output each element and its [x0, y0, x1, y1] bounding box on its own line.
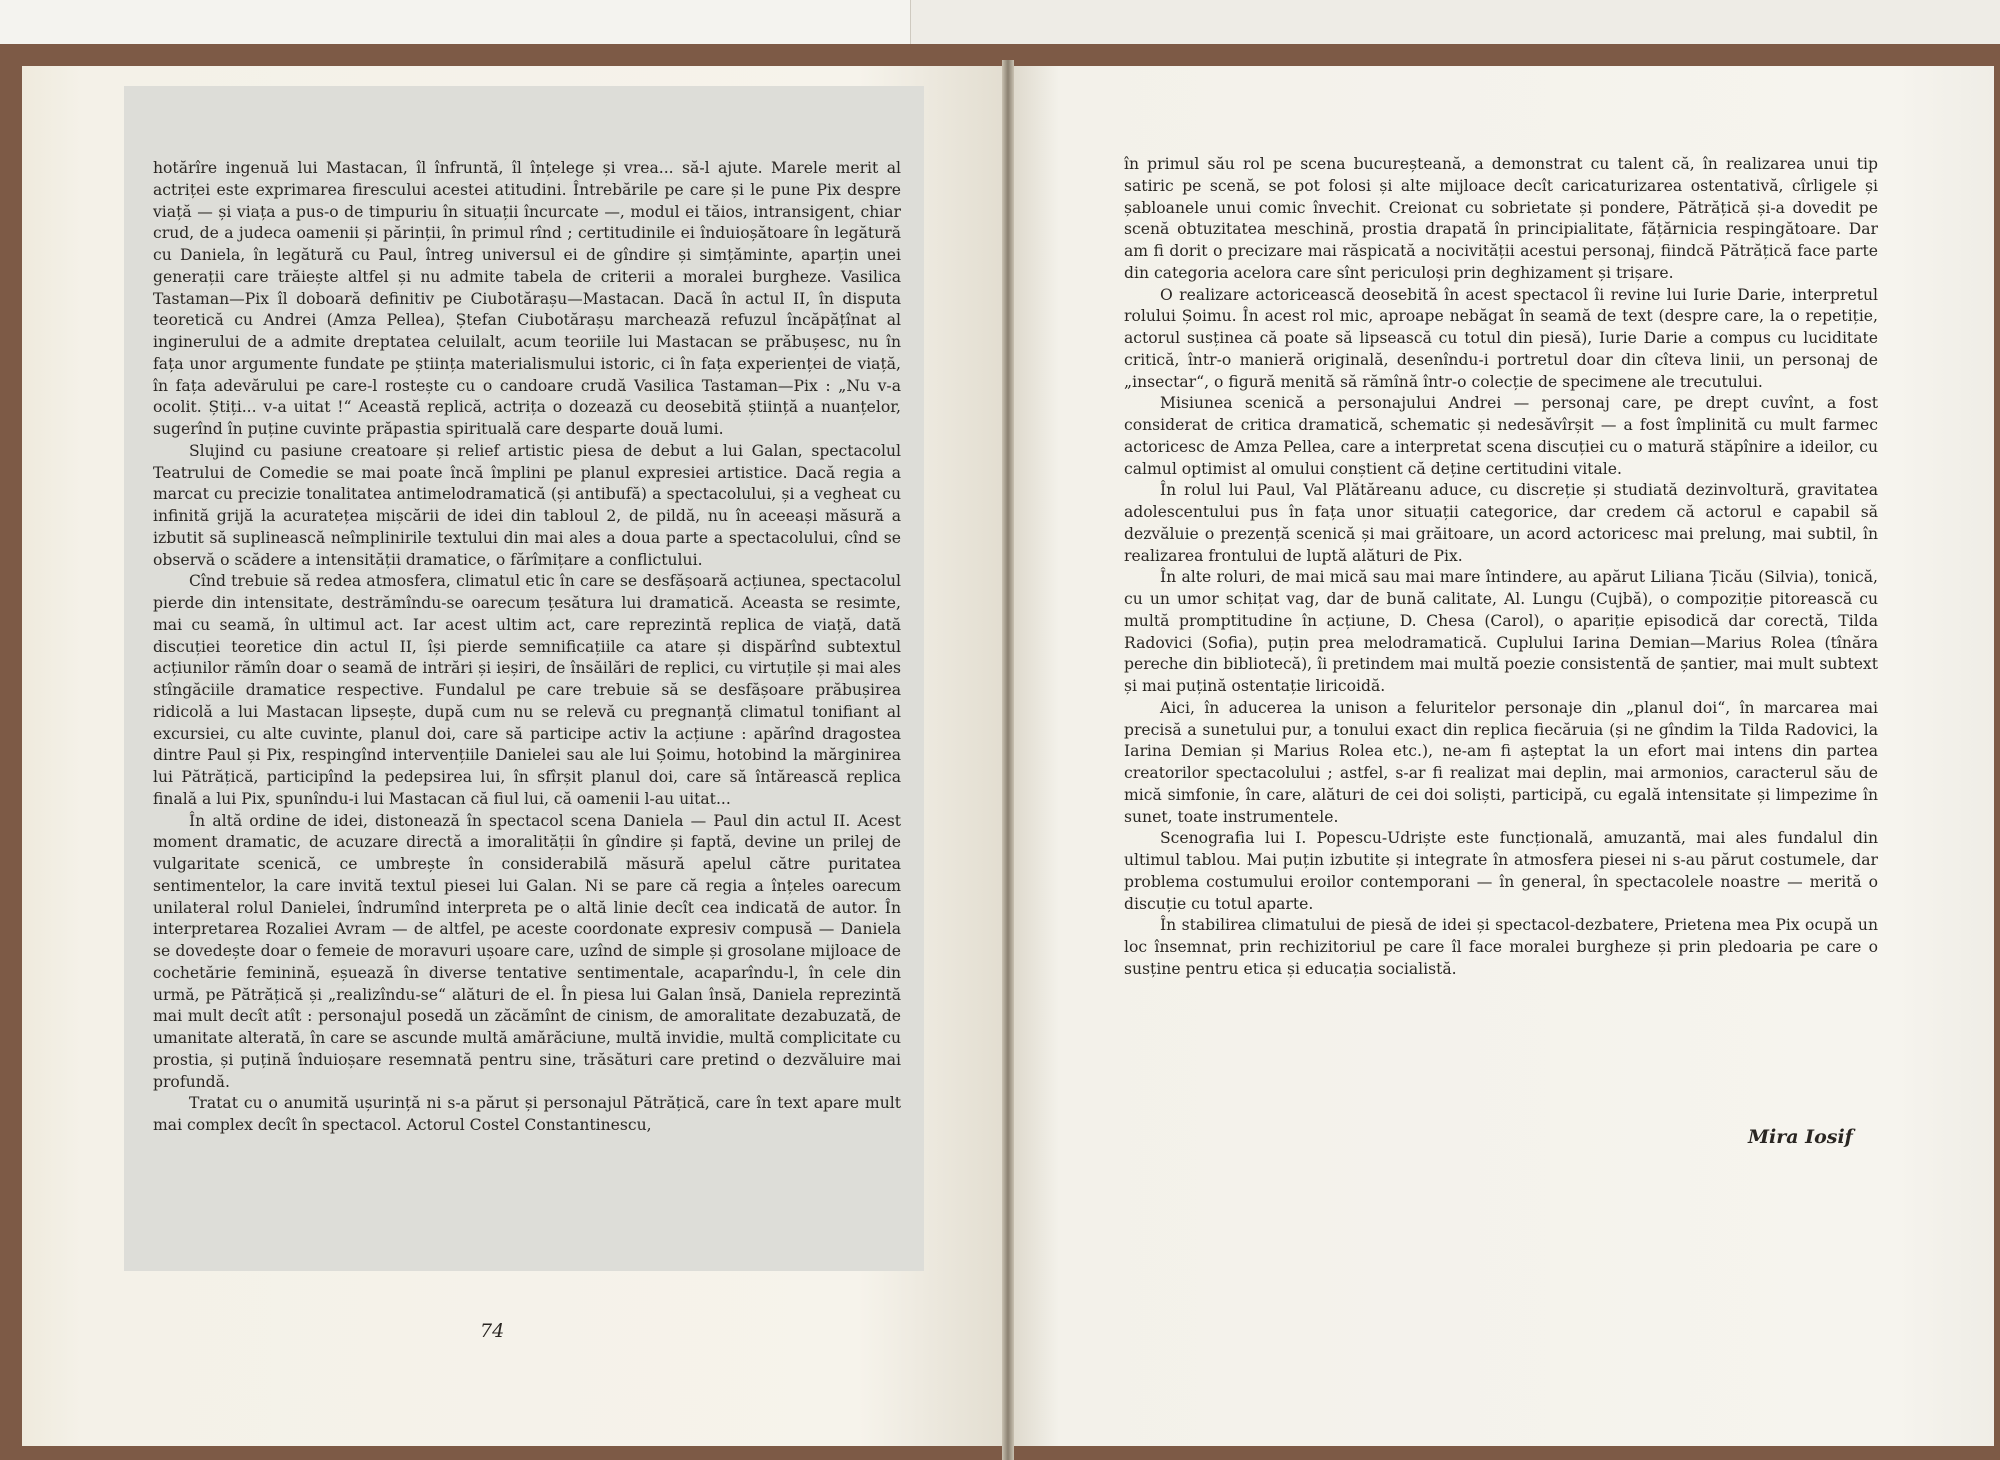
book-gutter: [1002, 60, 1014, 1460]
left-page-text: [153, 158, 901, 1137]
paragraph: hotărîre ingenuă lui Mastacan, îl înfruntă, îl înțelege și vrea... să-l ajute. Marele merit al actriței este exprimarea firescului acestei atitudini. Întrebările pe care și le pune Pix despre viață — și viața a pus-o de timpuriu în situații încurcate —, modul ei tăios, intransigent, chiar crud, de a judeca oamenii și părinții, în primul rînd ; certitudinile ei înduioșătoare în legătură cu Daniela, în legătură cu Paul, întreg universul ei de gîndire și simțăminte, aparțin unei generații care trăiește altfel și nu admite tabela de criterii a moralei burgheze. Vasilica Tastaman—Pix îl doboară definitiv pe Ciubotărașu—Mastacan. Dacă în actul II, în disputa teoretică cu Andrei (Amza Pellea), Ștefan Ciubotărașu marchează refuzul încăpățînat al inginerului de a admite dreptatea celuilalt, acum teoriile lui Mastacan se prăbușesc, nu în fața unor argumente fundate pe știința materialismului istoric, ci în fața experienței de viață, în fața adevărului pe care-l rostește cu o candoare crudă Vasilica Tastaman—Pix : „Nu v-a ocolit. Știți... v-a uitat !“ Această replică, actrița o dozează cu deosebită știință a nuanțelor, sugerînd în puține cuvinte prăpastia spirituală care desparte două lumi.: [153, 159, 901, 438]
paragraph: Aici, în aducerea la unison a feluritelor personaje din „planul doi“, în marcarea mai precisă a sunetului pur, a tonului exact din replica fiecăruia (și ne gîndim la Tilda Radovici, la Iarina Demian și Marius Rolea etc.), ne-am fi așteptat la un efort mai intens din partea creatorilor spectacolului ; astfel, s-ar fi realizat mai deplin, mai armonios, caracterul său de mică simfonie, în care, alături de cei doi soliști, participă, cu egală intensitate și limpezime în sunet, toate instrumentele.: [1124, 698, 1878, 826]
paragraph: În altă ordine de idei, distonează în spectacol scena Daniela — Paul din actul II. Acest moment dramatic, de acuzare directă a imoralității în gîndire și faptă, devine un prilej de vulgaritate scenică, ce umbrește în considerabilă măsură apelul către puritatea sentimentelor, la care invită textul piesei lui Galan. Ni se pare că regia a înțeles oarecum unilateral rolul Danielei, îndrumînd interpreta pe o altă linie decît cea indicată de autor. În interpretarea Rozaliei Avram — de altfel, pe aceste coordonate expresiv compusă — Daniela se dovedește doar o femeie de moravuri ușoare care, uzînd de simple și grosolane mijloace de cochetărie feminină, eșuează în diverse tentative sentimentale, acaparîndu-l, în cele din urmă, pe Pătrățică și „realizîndu-se“ alături de el. În piesa lui Galan însă, Daniela reprezintă mai mult decît atît : personajul posedă un zăcămînt de cinism, de amoralitate dezabuzată, de umanitate alterată, în care se ascunde multă amărăciune, multă invidie, multă complicitate cu prostia, și puțină înduioșare resemnată pentru sine, trăsături care pretind o dezvăluire mai profundă.: [153, 811, 901, 1091]
paragraph: În alte roluri, de mai mică sau mai mare întindere, au apărut Liliana Țicău (Silvia), tonică, cu un umor schițat vag, dar de bună calitate, Al. Lungu (Cujbă), o compoziție pitorească cu multă promptitudine în acțiune, D. Chesa (Carol), o apariție episodică dar corectă, Tilda Radovici (Sofia), puțin prea melodramatică. Cuplului Iarina Demian—Marius Rolea (tînăra pereche din bibliotecă), îi pretindem mai multă poezie consistentă de șantier, mai mult subtext și mai puțină ostentație liricoidă.: [1124, 568, 1878, 695]
paragraph: Slujind cu pasiune creatoare și relief artistic piesa de debut a lui Galan, spectacolul Teatrului de Comedie se mai poate încă împlini pe planul expresiei artistice. Dacă regia a marcat cu precizie tonalitatea antimelodramatică (și antibufă) a spectacolului, și a vegheat cu infinită grijă la acuratețea mișcării de idei din tabloul 2, de pildă, nu în aceeași măsură a izbutit să suplinească neîmplinirile textului din mai ales a doua parte a spectacolului, cînd se observă o scădere a intensității dramatice, o fărîmițare a conflictului.: [153, 441, 901, 569]
author-signature: Mira Iosif: [1748, 1126, 1853, 1148]
paragraph: Scenografia lui I. Popescu-Udriște este funcțională, amuzantă, mai ales fundalul din ultimul tablou. Mai puțin izbutite și integrate în atmosfera piesei ni s-au părut costumele, dar problema costumului eroilor contemporani — în general, în spectacolele noastre — merită o discuție cu totul aparte.: [1124, 829, 1878, 913]
paragraph: În stabilirea climatului de piesă de idei și spectacol-dezbatere, Prietena mea Pix ocupă un loc însemnat, prin rechizitoriul pe care îl face moralei burgheze și prin pledoaria pe care o susține pentru etica și educația socialistă.: [1124, 916, 1878, 978]
underlying-paper-sheet: [0, 0, 911, 46]
page-number: 74: [480, 1320, 505, 1342]
paragraph: în primul său rol pe scena bucureșteană, a demonstrat cu talent că, în realizarea unui tip satiric pe scenă, se pot folosi și alte mijloace decît caricaturizarea ostentativă, cîrligele și șabloanele unui comic învechit. Creionat cu sobrietate și pondere, Pătrățică și-a dovedit pe scenă obtuzitatea meschină, prostia drapată în principialitate, fățărnicia respingătoare. Dar am fi dorit o precizare mai răspicată a nocivității acestui personaj, fiindcă Pătrățică face parte din categoria acelora care sînt periculoși prin deghizament și trișare.: [1124, 155, 1878, 282]
paragraph: În rolul lui Paul, Val Plătăreanu aduce, cu discreție și studiată dezinvoltură, gravitatea adolescentului pus în fața unor situații categorice, dar credem că actorul e capabil să dezvăluie o prezență scenică și mai grăitoare, un acord actoricesc mai prelung, mai subtil, în realizarea frontului de luptă alături de Pix.: [1124, 481, 1878, 565]
paragraph: O realizare actoricească deosebită în acest spectacol îi revine lui Iurie Darie, interpretul rolului Șoimu. În acest rol mic, aproape nebăgat în seamă de text (despre care, la o repetiție, actorul susținea că poate să lipsească cu totul din piesă), Iurie Darie a compus cu luciditate critică, într-o manieră originală, desenîndu-i portretul doar din cîteva linii, un personaj de „insectar“, o figură menită să rămînă într-o colecție de specimene ale trecutului.: [1124, 285, 1878, 391]
paragraph: Misiunea scenică a personajului Andrei — personaj care, pe drept cuvînt, a fost considerat de critica dramatică, schematic și nedesăvîrșit — a fost împlinită cu mult farmec actoricesc de Amza Pellea, care a interpretat scena discuției cu o matură stăpînire a ideilor, cu calmul optimist al omului conștient că deține certitudini vitale.: [1124, 394, 1878, 478]
right-page-text: [1124, 154, 1878, 981]
paragraph: Cînd trebuie să redea atmosfera, climatul etic în care se desfășoară acțiunea, spectacolul pierde din intensitate, destrămîndu-se oarecum țesătura lui dramatică. Aceasta se resimte, mai cu seamă, în ultimul act. Iar acest ultim act, care reprezintă replica de viață, dată discuției teoretice din actul II, își pierde semnificațiile ca atare și dispărînd subtextul acțiunilor rămîn doar o seamă de intrări și ieșiri, de însăilări de replici, cu virtuțile și mai ales stîngăciile dramatice respective. Fundalul pe care trebuie să se desfășoare prăbușirea ridicolă a lui Mastacan lipsește, după cum nu se relevă cu pregnanță climatul tonifiant al excursiei, cu alte cuvinte, planul doi, care să participe activ la acțiune : apărînd dragostea dintre Paul și Pix, respingînd intervențiile Danielei sau ale lui Șoimu, hotobind la mărginirea lui Pătrățică, participînd la pedepsirea lui, în sfîrșit planul doi, care să întărească replica finală a lui Pix, spunîndu-i lui Mastacan că fiul lui, că oamenii l-au uitat...: [153, 572, 901, 808]
paragraph: Tratat cu o anumită ușurință ni s-a părut și personajul Pătrățică, care în text apare mult mai complex decît în spectacol. Actorul Costel Constantinescu,: [153, 1094, 901, 1134]
